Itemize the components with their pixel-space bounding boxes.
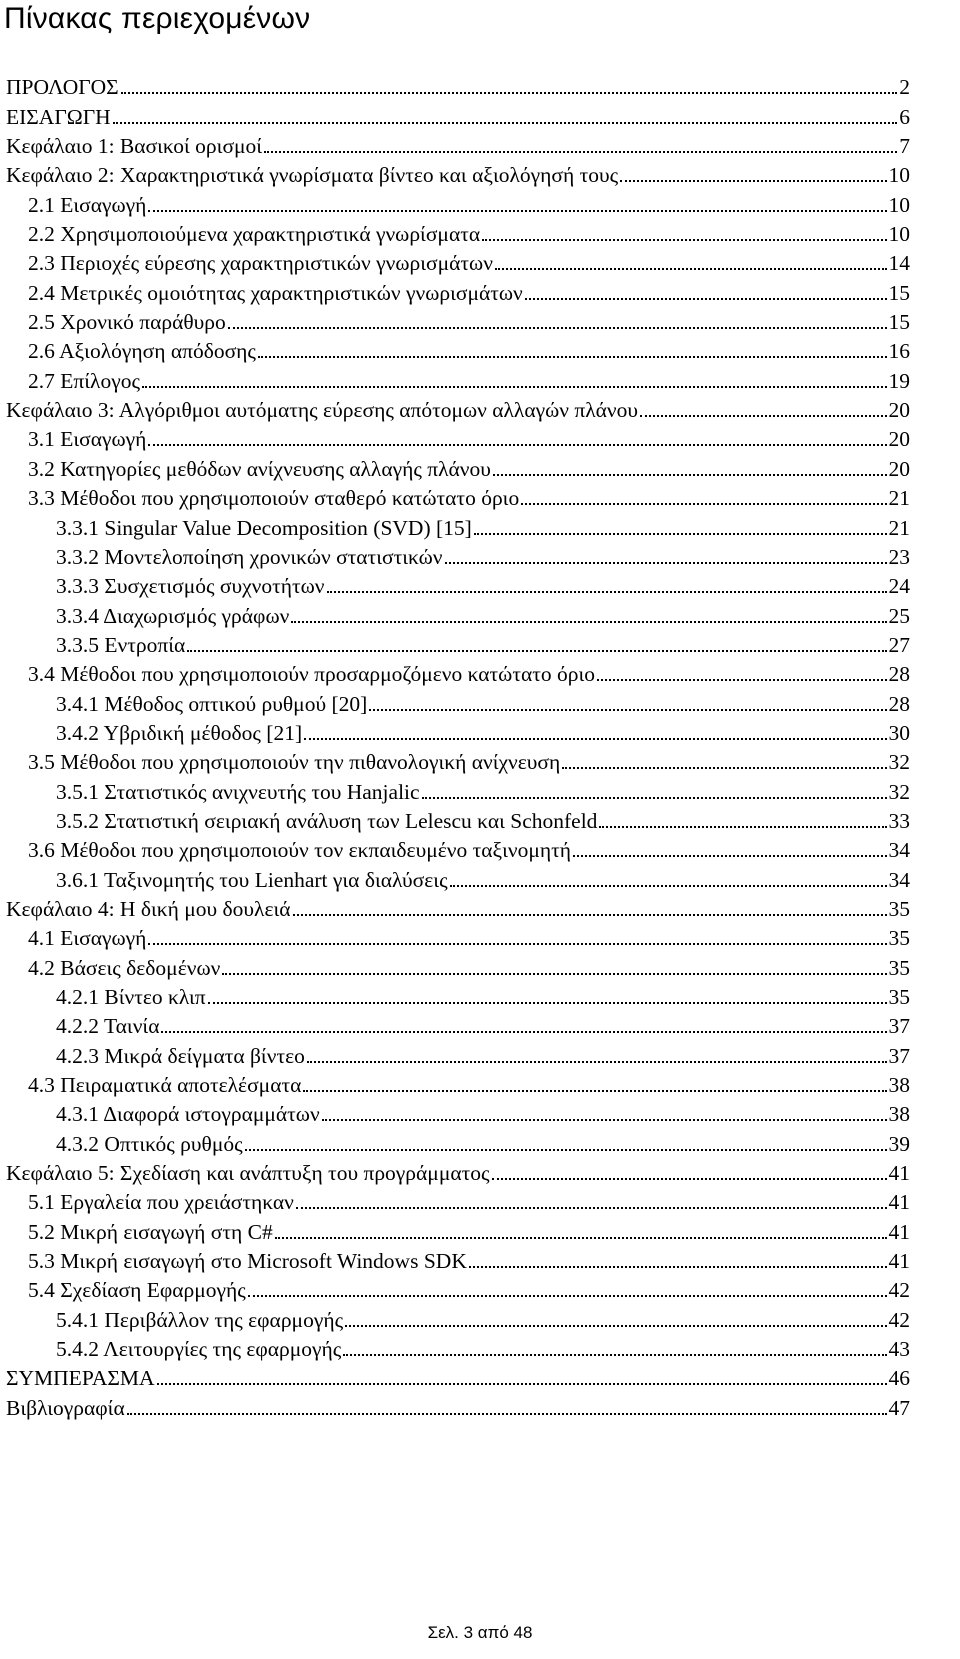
toc-entry-page-number: 35 xyxy=(888,896,910,921)
toc-dot-leader xyxy=(343,1353,886,1356)
toc-entry[interactable] xyxy=(6,363,910,392)
toc-entry-label: 5.4 Σχεδίαση Εφαρμογής xyxy=(28,1278,246,1303)
toc-entry[interactable] xyxy=(6,804,910,833)
toc-entry-label: ΠΡΟΛΟΓΟΣ xyxy=(6,75,119,100)
toc-dot-leader xyxy=(222,972,886,975)
toc-dot-leader xyxy=(303,1089,886,1092)
toc-entry[interactable] xyxy=(6,1068,910,1097)
toc-entry-page-number: 20 xyxy=(888,456,910,481)
toc-entry[interactable] xyxy=(6,569,910,598)
toc-entry-page-number: 15 xyxy=(888,310,910,335)
toc-entry-label: 3.6.1 Ταξινομητής του Lienhart για διαλύσεις xyxy=(56,867,448,892)
toc-dot-leader xyxy=(474,532,887,535)
toc-entry-page-number: 10 xyxy=(888,222,910,247)
toc-entry-label: 2.3 Περιοχές εύρεσης χαρακτηριστικών γνωρισμάτων xyxy=(28,251,493,276)
toc-entry-label: 3.3 Μέθοδοι που χρησιμοποιούν σταθερό κατώτατο όριο xyxy=(28,486,520,511)
toc-dot-leader xyxy=(345,1324,886,1327)
toc-dot-leader xyxy=(275,1236,887,1239)
toc-entry[interactable] xyxy=(6,129,910,158)
toc-entry-page-number: 32 xyxy=(888,750,910,775)
toc-entry[interactable] xyxy=(6,158,910,187)
toc-entry-page-number: 2 xyxy=(899,75,910,100)
toc-dot-leader xyxy=(327,590,887,593)
toc-entry-page-number: 28 xyxy=(888,662,910,687)
table-of-contents xyxy=(6,70,910,1420)
toc-entry-label: 3.5 Μέθοδοι που χρησιμοποιούν την πιθανολογική ανίχνευση xyxy=(28,750,561,775)
toc-dot-leader xyxy=(492,1177,887,1180)
toc-entry-page-number: 41 xyxy=(888,1249,910,1274)
toc-entry-page-number: 20 xyxy=(888,398,910,423)
toc-entry-label: 3.5.1 Στατιστικός ανιχνευτής του Hanjalic xyxy=(56,779,420,804)
toc-dot-leader xyxy=(296,1206,887,1209)
toc-entry-label: 3.4.1 Μέθοδος οπτικού ρυθμού [20] xyxy=(56,691,368,716)
toc-dot-leader xyxy=(121,91,898,94)
toc-entry-page-number: 47 xyxy=(888,1395,910,1420)
toc-entry[interactable] xyxy=(6,980,910,1009)
toc-entry-page-number: 6 xyxy=(899,104,910,129)
toc-dot-leader xyxy=(187,649,886,652)
toc-entry-label: 3.1 Εισαγωγή xyxy=(28,427,147,452)
toc-entry-label: 5.2 Μικρή εισαγωγή στη C# xyxy=(28,1219,273,1244)
toc-dot-leader xyxy=(148,942,886,945)
toc-entry-page-number: 25 xyxy=(888,603,910,628)
toc-dot-leader xyxy=(599,825,886,828)
toc-entry[interactable] xyxy=(6,774,910,803)
toc-dot-leader xyxy=(482,238,886,241)
toc-entry-page-number: 34 xyxy=(888,867,910,892)
toc-entry-label: 2.6 Αξιολόγηση απόδοσης xyxy=(28,339,256,364)
toc-entry-label: 3.5.2 Στατιστική σειριακή ανάλυση των Lelescu και Schonfeld xyxy=(56,808,598,833)
toc-dot-leader xyxy=(208,1001,887,1004)
toc-entry-page-number: 34 xyxy=(888,838,910,863)
toc-entry-label: 4.3.1 Διαφορά ιστογραμμάτων xyxy=(56,1102,320,1127)
toc-entry-label: 4.1 Εισαγωγή xyxy=(28,926,147,951)
toc-entry-label: 4.2.1 Βίντεο κλιπ xyxy=(56,985,206,1009)
toc-dot-leader xyxy=(161,1030,886,1033)
toc-entry-page-number: 30 xyxy=(888,720,910,745)
toc-dot-leader xyxy=(307,1060,887,1063)
toc-entry-label: 3.3.3 Συσχετισμός συχνοτήτων xyxy=(56,574,325,599)
toc-dot-leader xyxy=(264,150,897,153)
toc-entry[interactable] xyxy=(6,598,910,627)
toc-entry-label: 2.7 Επίλογος xyxy=(28,368,140,393)
toc-dot-leader xyxy=(573,854,886,857)
toc-entry-label: 2.4 Μετρικές ομοιότητας χαρακτηριστικών γνωρισμάτων xyxy=(28,280,523,305)
toc-entry[interactable] xyxy=(6,833,910,862)
toc-entry-label: Κεφάλαιο 1: Βασικοί ορισμοί xyxy=(6,134,263,159)
toc-dot-leader xyxy=(369,708,886,711)
toc-entry-page-number: 35 xyxy=(888,955,910,980)
toc-dot-leader xyxy=(562,766,886,769)
toc-entry[interactable] xyxy=(6,1214,910,1243)
toc-entry-page-number: 41 xyxy=(888,1161,910,1186)
toc-entry-page-number: 19 xyxy=(888,368,910,393)
toc-entry-page-number: 21 xyxy=(888,486,910,511)
toc-entry-page-number: 38 xyxy=(888,1073,910,1098)
toc-entry[interactable] xyxy=(6,862,910,891)
toc-entry-label: 5.1 Εργαλεία που χρειάστηκαν xyxy=(28,1190,294,1215)
toc-dot-leader xyxy=(248,1294,887,1297)
toc-entry-label: 5.3 Μικρή εισαγωγή στο Microsoft Windows SDK xyxy=(28,1249,467,1274)
toc-entry-label: 3.3.4 Διαχωρισμός γράφων xyxy=(56,603,290,628)
toc-entry[interactable] xyxy=(6,1302,910,1331)
toc-entry[interactable] xyxy=(6,540,910,569)
toc-dot-leader xyxy=(445,561,887,564)
toc-entry[interactable] xyxy=(6,1009,910,1038)
toc-entry[interactable] xyxy=(6,246,910,275)
toc-entry[interactable] xyxy=(6,1273,910,1302)
page-footer: Σελ. 3 από 48 xyxy=(427,1623,533,1642)
toc-entry-label: Κεφάλαιο 5: Σχεδίαση και ανάπτυξη του προγράμματος xyxy=(6,1161,490,1186)
toc-entry-label: 3.6 Μέθοδοι που χρησιμοποιούν τον εκπαιδευμένο ταξινομητή xyxy=(28,838,572,863)
toc-entry[interactable] xyxy=(6,422,910,451)
toc-entry-page-number: 41 xyxy=(888,1190,910,1215)
toc-dot-leader xyxy=(258,355,887,358)
toc-entry-page-number: 10 xyxy=(888,192,910,217)
toc-entry-page-number: 37 xyxy=(888,1043,910,1068)
toc-dot-leader xyxy=(640,414,886,417)
toc-entry-page-number: 46 xyxy=(888,1366,910,1391)
toc-entry-page-number: 21 xyxy=(888,515,910,540)
toc-entry-page-number: 10 xyxy=(888,163,910,188)
toc-entry-label: 3.3.2 Μοντελοποίηση χρονικών στατιστικών xyxy=(56,544,443,569)
toc-entry[interactable] xyxy=(6,393,910,422)
toc-entry-page-number: 20 xyxy=(888,427,910,452)
toc-entry-label: 3.2 Κατηγορίες μεθόδων ανίχνευσης αλλαγής πλάνου xyxy=(28,456,491,481)
toc-dot-leader xyxy=(113,121,898,124)
toc-dot-leader xyxy=(422,796,887,799)
toc-entry-label: 3.4 Μέθοδοι που χρησιμοποιούν προσαρμοζόμενο κατώτατο όριο xyxy=(28,662,596,687)
toc-entry[interactable] xyxy=(6,950,910,979)
toc-entry-page-number: 24 xyxy=(888,574,910,599)
toc-entry[interactable] xyxy=(6,657,910,686)
toc-entry[interactable] xyxy=(6,628,910,657)
toc-entry-label: Κεφάλαιο 3: Αλγόριθμοι αυτόματης εύρεσης απότομων αλλαγών πλάνου xyxy=(6,398,639,423)
toc-entry-label: Κεφάλαιο 2: Χαρακτηριστικά γνωρίσματα βίντεο και αξιολόγησή τους xyxy=(6,163,619,188)
toc-dot-leader xyxy=(304,737,886,740)
toc-entry-page-number: 39 xyxy=(888,1131,910,1156)
toc-dot-leader xyxy=(245,1148,887,1151)
toc-entry[interactable] xyxy=(6,334,910,363)
toc-dot-leader xyxy=(148,443,886,446)
toc-entry[interactable] xyxy=(6,1185,910,1214)
toc-entry[interactable] xyxy=(6,1156,910,1185)
toc-entry[interactable] xyxy=(6,1038,910,1067)
toc-entry-label: 4.3.2 Οπτικός ρυθμός xyxy=(56,1131,243,1156)
toc-entry[interactable] xyxy=(6,892,910,921)
toc-entry-page-number: 37 xyxy=(888,1014,910,1039)
toc-entry-label: 2.5 Χρονικό παράθυρο xyxy=(28,310,226,335)
toc-entry[interactable] xyxy=(6,1097,910,1126)
toc-entry[interactable] xyxy=(6,217,910,246)
toc-entry-label: 4.3 Πειραματικά αποτελέσματα xyxy=(28,1073,302,1098)
toc-entry-page-number: 33 xyxy=(888,808,910,833)
toc-entry[interactable] xyxy=(6,275,910,304)
toc-entry-label: ΕΙΣΑΓΩΓΗ xyxy=(6,104,111,129)
toc-entry-page-number: 16 xyxy=(888,339,910,364)
toc-entry-page-number: 14 xyxy=(888,251,910,276)
toc-dot-leader xyxy=(228,326,887,329)
toc-entry-label: Βιβλιογραφία xyxy=(6,1395,125,1420)
toc-entry[interactable] xyxy=(6,1126,910,1155)
toc-entry-page-number: 23 xyxy=(888,544,910,569)
toc-dot-leader xyxy=(493,473,887,476)
toc-dot-leader xyxy=(469,1265,887,1268)
toc-entry-page-number: 28 xyxy=(888,691,910,716)
toc-entry-label: ΣΥΜΠΕΡΑΣΜΑ xyxy=(6,1366,155,1391)
toc-entry[interactable] xyxy=(6,1332,910,1361)
toc-entry[interactable] xyxy=(6,716,910,745)
toc-dot-leader xyxy=(525,297,887,300)
toc-dot-leader xyxy=(450,884,887,887)
toc-entry-page-number: 15 xyxy=(888,280,910,305)
toc-entry-page-number: 38 xyxy=(888,1102,910,1127)
toc-entry[interactable] xyxy=(6,1244,910,1273)
toc-entry[interactable] xyxy=(6,1361,910,1390)
toc-entry[interactable] xyxy=(6,745,910,774)
toc-entry-label: 5.4.1 Περιβάλλον της εφαρμογής xyxy=(56,1307,344,1332)
toc-entry-page-number: 7 xyxy=(899,134,910,159)
toc-entry[interactable] xyxy=(6,921,910,950)
toc-entry-page-number: 35 xyxy=(888,926,910,951)
toc-entry-label: 3.3.5 Εντροπία xyxy=(56,632,186,657)
toc-entry-label: 4.2.3 Μικρά δείγματα βίντεο xyxy=(56,1043,305,1068)
toc-dot-leader xyxy=(495,267,887,270)
toc-entry-label: 3.3.1 Singular Value Decomposition (SVD) [15] xyxy=(56,515,472,540)
toc-entry-label: 3.4.2 Υβριδική μέθοδος [21] xyxy=(56,720,303,745)
toc-entry-page-number: 42 xyxy=(888,1278,910,1303)
toc-dot-leader xyxy=(521,502,886,505)
toc-entry[interactable] xyxy=(6,510,910,539)
toc-entry-page-number: 41 xyxy=(888,1219,910,1244)
toc-dot-leader xyxy=(322,1118,887,1121)
toc-dot-leader xyxy=(291,620,886,623)
toc-entry-label: 4.2.2 Ταινία xyxy=(56,1014,160,1039)
toc-entry-label: 5.4.2 Λειτουργίες της εφαρμογής xyxy=(56,1337,342,1362)
toc-entry[interactable] xyxy=(6,451,910,480)
page-title: Πίνακας περιεχομένων xyxy=(4,2,311,35)
toc-entry-label: 2.2 Χρησιμοποιούμενα χαρακτηριστικά γνωρίσματα xyxy=(28,222,481,247)
toc-entry-page-number: 32 xyxy=(888,779,910,804)
toc-entry[interactable] xyxy=(6,305,910,334)
toc-dot-leader xyxy=(157,1382,887,1385)
toc-entry[interactable] xyxy=(6,187,910,216)
toc-entry-page-number: 35 xyxy=(888,985,910,1009)
toc-dot-leader xyxy=(142,385,887,388)
toc-entry-page-number: 43 xyxy=(888,1337,910,1362)
toc-entry[interactable] xyxy=(6,1390,910,1419)
toc-dot-leader xyxy=(293,913,887,916)
toc-entry-label: Κεφάλαιο 4: Η δική μου δουλειά xyxy=(6,896,291,921)
toc-entry-page-number: 27 xyxy=(888,632,910,657)
toc-entry[interactable] xyxy=(6,686,910,715)
toc-entry[interactable] xyxy=(6,70,910,99)
toc-entry[interactable] xyxy=(6,481,910,510)
toc-dot-leader xyxy=(597,678,886,681)
toc-entry-page-number: 42 xyxy=(888,1307,910,1332)
toc-dot-leader xyxy=(127,1412,887,1415)
toc-entry-label: 2.1 Εισαγωγή xyxy=(28,192,147,217)
toc-entry[interactable] xyxy=(6,99,910,128)
toc-dot-leader xyxy=(148,209,886,212)
toc-dot-leader xyxy=(620,179,886,182)
toc-entry-label: 4.2 Βάσεις δεδομένων xyxy=(28,955,221,980)
